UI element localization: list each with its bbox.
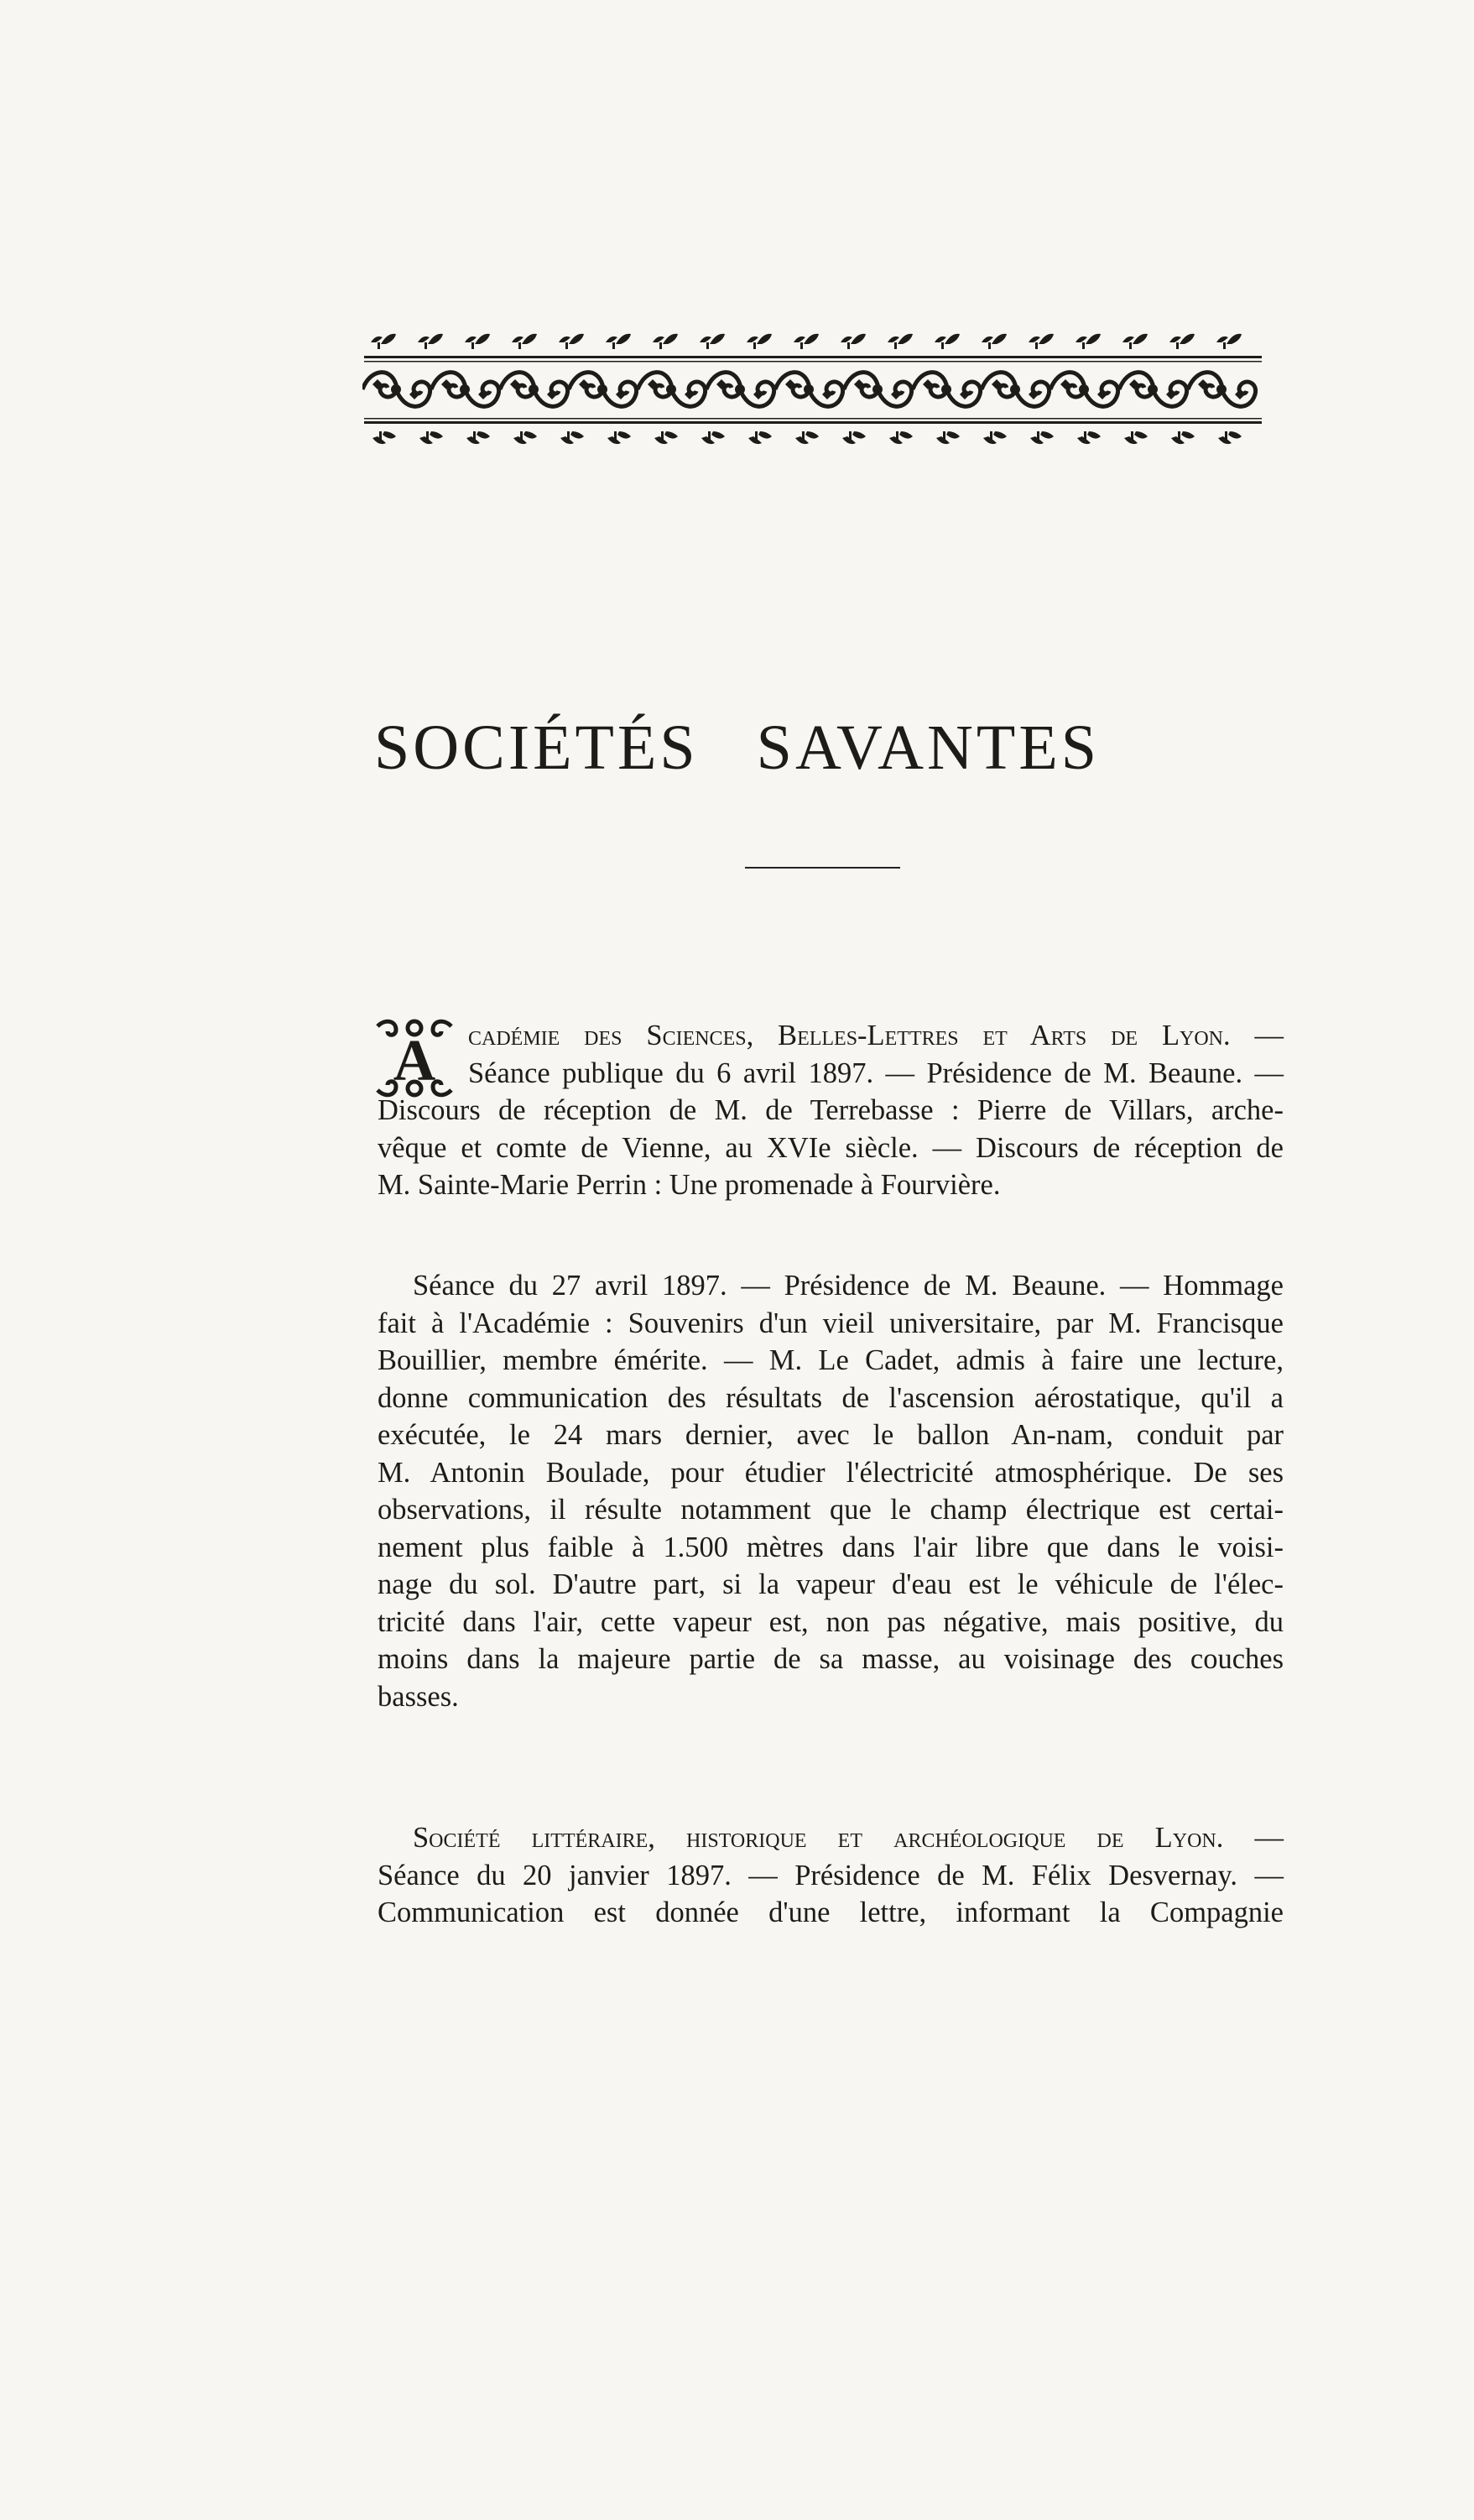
p2-line-9: nage du sol. D'autre part, si la vapeur d'eau est le véhicule de l'élec- xyxy=(378,1568,1284,1600)
bottom-leaf-row xyxy=(372,431,1242,444)
p2-line-6: M. Antonin Boulade, pour étudier l'électricité atmosphérique. De ses xyxy=(378,1456,1284,1489)
page-title: SOCIÉTÉS SAVANTES xyxy=(373,712,1101,783)
p2-line-4: donne communication des résultats de l'ascension aérostatique, qu'il a xyxy=(378,1381,1284,1414)
p3-line-2: Séance du 20 janvier 1897. — Présidence de M. Félix Desvernay. — xyxy=(378,1859,1284,1891)
ornamental-header-band xyxy=(362,329,1264,455)
p2-line-1: Séance du 27 avril 1897. — Présidence de M. Beaune. — Hommage xyxy=(413,1270,1284,1302)
p1-line-4: vêque et comte de Vienne, au XVIe siècle. — Discours de réception de xyxy=(378,1131,1284,1164)
p2-line-10: tricité dans l'air, cette vapeur est, non pas négative, mais positive, du xyxy=(378,1605,1284,1638)
paragraph-societe-litteraire xyxy=(378,1819,1284,1932)
p2-line-8: nement plus faible à 1.500 mètres dans l'air libre que dans le voisi- xyxy=(378,1531,1284,1563)
paragraph-seance-27-avril xyxy=(378,1267,1284,1715)
p3-line-3: Communication est donnée d'une lettre, informant la Compagnie xyxy=(378,1897,1284,1928)
p2-line-11: moins dans la majeure partie de sa masse, au voisinage des couches xyxy=(378,1643,1284,1675)
p1-line-1: cadémie des Sciences, Belles-Lettres et Arts de Lyon. — xyxy=(468,1020,1284,1051)
ornament-graphic xyxy=(362,329,1264,455)
p1-line-5: M. Sainte-Marie Perrin : Une promenade à Fourvière. xyxy=(378,1169,1001,1201)
p1-line-2-text: Séance publique du 6 avril 1897. — Présidence de M. Beaune. — xyxy=(468,1057,1284,1089)
p2-line-12: basses. xyxy=(378,1680,459,1713)
dropcap-letter: A xyxy=(393,1029,436,1093)
p3-line-1: Société littéraire, historique et archéologique de Lyon. — xyxy=(413,1822,1284,1854)
p2-line-3: Bouillier, membre émérite. — M. Le Cadet, admis à faire une lecture, xyxy=(378,1344,1284,1376)
top-leaf-row xyxy=(371,334,1242,349)
p1-line-2 xyxy=(378,1055,1284,1093)
paragraph-academie-lyon xyxy=(378,1017,1284,1204)
p1-line-3: Discours de réception de M. de Terrebasse : Pierre de Villars, arche- xyxy=(378,1094,1284,1126)
title-rule xyxy=(745,867,900,869)
p2-line-5: exécutée, le 24 mars dernier, avec le ballon An-nam, conduit par xyxy=(378,1419,1284,1451)
p2-line-2: fait à l'Académie : Souvenirs d'un vieil universitaire, par M. Francisque xyxy=(378,1307,1284,1339)
scroll-band xyxy=(362,373,1256,407)
p2-line-7: observations, il résulte notamment que le champ électrique est certai- xyxy=(378,1494,1284,1526)
